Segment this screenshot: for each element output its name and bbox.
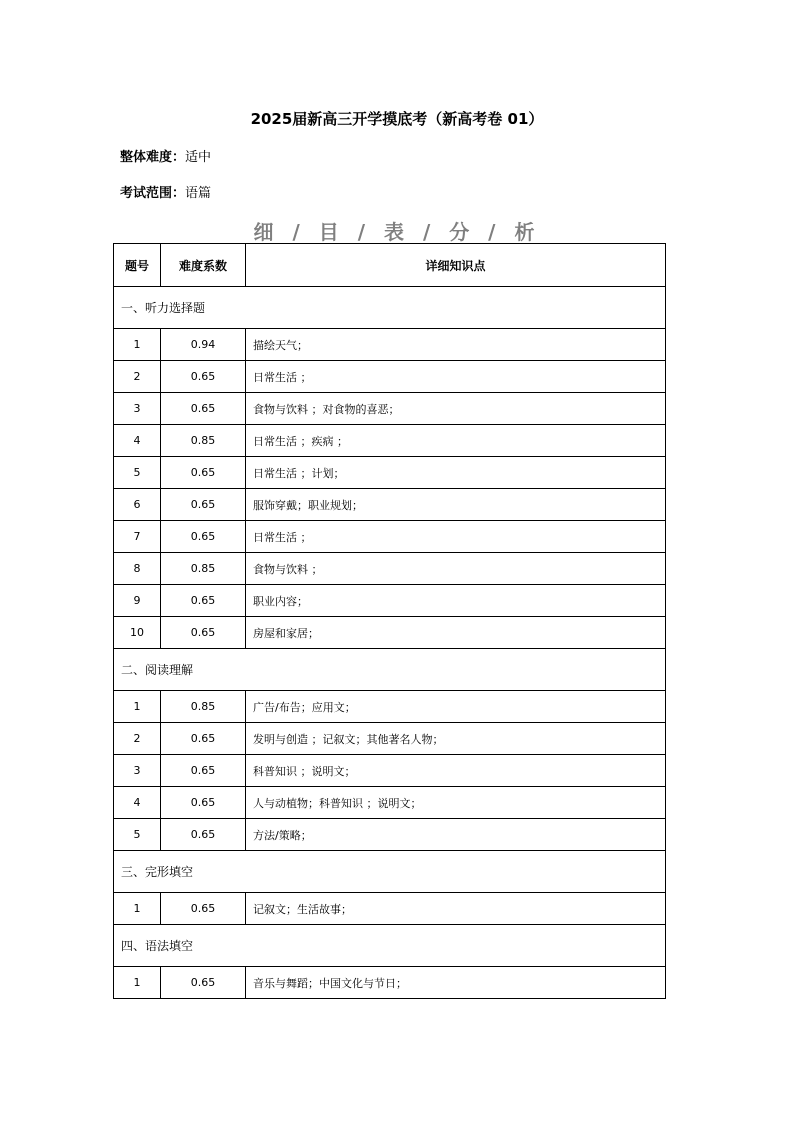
table-row	[114, 723, 666, 755]
difficulty-coef: 0.65	[161, 617, 246, 649]
question-no: 1	[114, 967, 161, 999]
knowledge-points: 科普知识 ；说明文；	[246, 755, 666, 787]
question-no: 5	[114, 457, 161, 489]
difficulty-coef: 0.65	[161, 521, 246, 553]
section-row	[114, 649, 666, 691]
section-row	[114, 925, 666, 967]
table-row	[114, 393, 666, 425]
document-title: 2025届新高三开学摸底考（新高考卷 01）	[250, 110, 544, 128]
section-title: 一、听力选择题	[114, 287, 666, 329]
question-no: 1	[114, 691, 161, 723]
header-knowledge-points: 详细知识点	[246, 244, 666, 287]
table-row	[114, 967, 666, 999]
table-row	[114, 521, 666, 553]
difficulty-coef: 0.94	[161, 329, 246, 361]
table-row	[114, 489, 666, 521]
knowledge-points: 日常生活 ；	[246, 361, 666, 393]
question-no: 7	[114, 521, 161, 553]
difficulty-coef: 0.65	[161, 787, 246, 819]
table-row	[114, 787, 666, 819]
difficulty-value: 适中	[185, 150, 212, 165]
overall-difficulty	[120, 146, 211, 165]
difficulty-coef: 0.65	[161, 393, 246, 425]
question-no: 4	[114, 787, 161, 819]
difficulty-coef: 0.85	[161, 425, 246, 457]
table-row	[114, 617, 666, 649]
difficulty-coef: 0.85	[161, 691, 246, 723]
knowledge-points: 职业内容；	[246, 585, 666, 617]
table-row	[114, 819, 666, 851]
knowledge-points: 服饰穿戴；职业规划；	[246, 489, 666, 521]
knowledge-points: 房屋和家居；	[246, 617, 666, 649]
exam-scope	[120, 182, 211, 201]
section-title: 四、语法填空	[114, 925, 666, 967]
section-row	[114, 851, 666, 893]
question-no: 10	[114, 617, 161, 649]
table-row	[114, 361, 666, 393]
question-no: 9	[114, 585, 161, 617]
table-body	[114, 287, 666, 999]
knowledge-points: 日常生活 ；计划；	[246, 457, 666, 489]
knowledge-points: 人与动植物；科普知识 ；说明文；	[246, 787, 666, 819]
table-header-row	[114, 244, 666, 287]
difficulty-coef: 0.65	[161, 361, 246, 393]
knowledge-points: 记叙文；生活故事；	[246, 893, 666, 925]
table-row	[114, 893, 666, 925]
section-title: 三、完形填空	[114, 851, 666, 893]
knowledge-points: 方法/策略；	[246, 819, 666, 851]
question-no: 1	[114, 893, 161, 925]
knowledge-points: 日常生活 ；疾病 ；	[246, 425, 666, 457]
table-row	[114, 457, 666, 489]
question-no: 2	[114, 361, 161, 393]
difficulty-coef: 0.65	[161, 585, 246, 617]
knowledge-points: 发明与创造 ；记叙文；其他著名人物；	[246, 723, 666, 755]
question-no: 3	[114, 755, 161, 787]
question-no: 5	[114, 819, 161, 851]
section-row	[114, 287, 666, 329]
difficulty-coef: 0.65	[161, 755, 246, 787]
table-row	[114, 425, 666, 457]
table-row	[114, 585, 666, 617]
question-no: 8	[114, 553, 161, 585]
knowledge-points: 食物与饮料 ；对食物的喜恶；	[246, 393, 666, 425]
difficulty-coef: 0.65	[161, 819, 246, 851]
scope-value: 语篇	[185, 186, 212, 201]
table-row	[114, 691, 666, 723]
table-row	[114, 553, 666, 585]
question-no: 3	[114, 393, 161, 425]
question-no: 6	[114, 489, 161, 521]
knowledge-points: 食物与饮料 ；	[246, 553, 666, 585]
difficulty-coef: 0.65	[161, 723, 246, 755]
difficulty-coef: 0.65	[161, 489, 246, 521]
scope-label: 考试范围：	[120, 186, 186, 201]
knowledge-points: 描绘天气；	[246, 329, 666, 361]
question-no: 2	[114, 723, 161, 755]
section-title: 二、阅读理解	[114, 649, 666, 691]
knowledge-points: 音乐与舞蹈；中国文化与节日；	[246, 967, 666, 999]
knowledge-points: 广告/布告；应用文；	[246, 691, 666, 723]
table-row	[114, 755, 666, 787]
difficulty-label: 整体难度：	[120, 150, 186, 165]
question-no: 1	[114, 329, 161, 361]
question-no: 4	[114, 425, 161, 457]
header-question-no: 题号	[114, 244, 161, 287]
header-difficulty-coef: 难度系数	[161, 244, 246, 287]
difficulty-coef: 0.65	[161, 967, 246, 999]
difficulty-coef: 0.65	[161, 893, 246, 925]
knowledge-points: 日常生活 ；	[246, 521, 666, 553]
difficulty-coef: 0.85	[161, 553, 246, 585]
analysis-table	[113, 243, 666, 999]
difficulty-coef: 0.65	[161, 457, 246, 489]
analysis-subtitle: 细 / 目 / 表 / 分 / 析	[253, 220, 541, 244]
table-row	[114, 329, 666, 361]
